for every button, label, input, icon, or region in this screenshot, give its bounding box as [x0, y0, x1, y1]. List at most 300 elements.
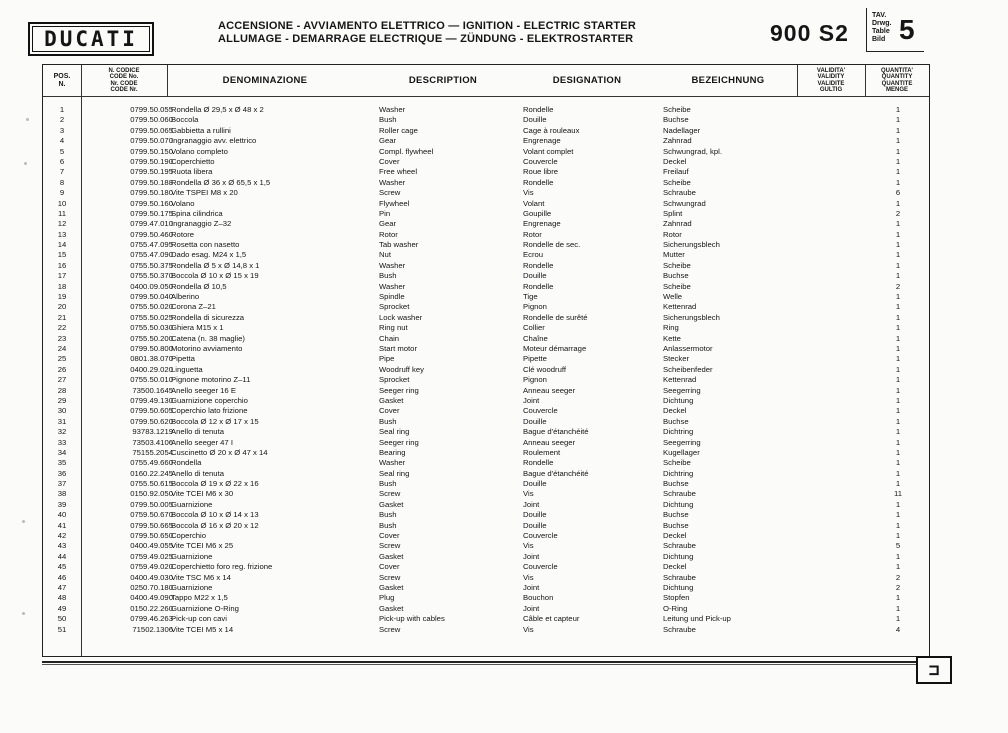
row-quantity: 1 — [895, 437, 901, 447]
row-code: 0799.50.650 — [130, 531, 173, 541]
row-denominazione: Motorino avviamento — [171, 343, 243, 353]
row-pos: 1 — [59, 105, 65, 114]
table-row — [43, 593, 929, 603]
row-description: Start motor — [379, 343, 418, 353]
row-description: Flywheel — [379, 198, 410, 208]
row-bezeichnung: Sicherungsblech — [663, 312, 720, 322]
row-quantity: 1 — [895, 333, 901, 343]
header-rule — [43, 96, 929, 97]
row-bezeichnung: Seegerring — [663, 385, 701, 395]
row-designation: Bague d'étanchéité — [523, 427, 589, 437]
row-pos: 7 — [59, 167, 65, 177]
bild-label: Bild — [872, 36, 886, 43]
row-code: 0799.50.065 — [130, 125, 173, 135]
row-description: Seal ring — [379, 468, 410, 478]
row-denominazione: Guarnizione — [171, 582, 213, 592]
row-bezeichnung: Sicherungsblech — [663, 240, 720, 250]
row-code: 0799.50.620 — [130, 416, 173, 426]
row-designation: Vis — [523, 624, 534, 634]
table-row — [43, 354, 929, 364]
row-denominazione: Dado esag. M24 x 1,5 — [171, 250, 247, 260]
row-code: 73500.1645 — [132, 385, 173, 395]
row-code: 0400.49.090 — [130, 593, 173, 603]
row-pos: 26 — [57, 364, 67, 374]
row-denominazione: Ingranaggio avv. elettrico — [171, 136, 257, 146]
row-code: 0801.38.070 — [130, 354, 173, 364]
row-description: Screw — [379, 572, 401, 582]
row-pos: 34 — [57, 447, 67, 457]
row-code: 0799.50.800 — [130, 343, 173, 353]
table-row — [43, 427, 929, 437]
table-row — [43, 583, 929, 593]
row-description: Cover — [379, 406, 400, 416]
row-designation: Douille — [523, 416, 547, 426]
row-designation: Pignon — [523, 302, 547, 312]
table-row — [43, 479, 929, 489]
row-pos: 44 — [57, 551, 67, 561]
header-validity — [797, 65, 865, 96]
row-denominazione: Boccola Ø 16 x Ø 20 x 12 — [171, 520, 259, 530]
row-designation: Câble et capteur — [523, 614, 580, 624]
footer-rule-thin — [42, 664, 918, 665]
row-bezeichnung: Scheibe — [663, 105, 691, 114]
row-code: 0759.49.025 — [130, 551, 173, 561]
row-description: Tab washer — [379, 240, 419, 250]
row-designation: Couvercle — [523, 531, 558, 541]
row-denominazione: Rondella Ø 29,5 x Ø 48 x 2 — [171, 105, 264, 114]
row-designation: Clé woodruff — [523, 364, 567, 374]
row-bezeichnung: Anlassermotor — [663, 343, 713, 353]
footer-rule — [42, 661, 918, 663]
row-denominazione: Pick-up con cavi — [171, 614, 227, 624]
row-quantity: 4 — [895, 624, 901, 634]
row-bezeichnung: Scheibe — [663, 458, 691, 468]
row-bezeichnung: Dichtring — [663, 427, 694, 437]
row-pos: 3 — [59, 125, 65, 135]
row-bezeichnung: Rotor — [663, 229, 682, 239]
row-pos: 51 — [57, 624, 67, 634]
row-quantity: 1 — [895, 302, 901, 312]
row-denominazione: Rotore — [171, 229, 195, 239]
row-denominazione: Coperchio lato frizione — [171, 406, 248, 416]
row-denominazione: Rondella di sicurezza — [171, 312, 245, 322]
row-description: Screw — [379, 624, 401, 634]
table-row — [43, 552, 929, 562]
row-quantity: 1 — [895, 156, 901, 166]
row-designation: Douille — [523, 271, 547, 281]
row-pos: 31 — [57, 416, 67, 426]
row-pos: 48 — [57, 593, 67, 603]
table-row — [43, 625, 929, 635]
row-designation: Pipette — [523, 354, 547, 364]
logo-text: DUCATI — [44, 26, 138, 51]
row-code: 0799.50.180 — [130, 188, 173, 198]
row-designation: Cage à rouleaux — [523, 125, 580, 135]
header-quantity-line: QUANTITE — [881, 80, 913, 87]
row-code: 0799.49.130 — [130, 395, 173, 405]
row-denominazione: Corona Z–21 — [171, 302, 216, 312]
row-quantity: 2 — [895, 208, 901, 218]
row-code: 0400.09.050 — [130, 281, 173, 291]
table-row — [43, 489, 929, 499]
row-denominazione: Boccola Ø 10 x Ø 15 x 19 — [171, 271, 259, 281]
table-row — [43, 521, 929, 531]
row-code: 0755.49.660 — [130, 458, 173, 468]
row-pos: 32 — [57, 427, 67, 437]
row-code: 0150.92.050 — [130, 489, 173, 499]
row-code: 0160.22.245 — [130, 468, 173, 478]
row-pos: 49 — [57, 603, 67, 613]
row-pos: 8 — [59, 177, 65, 187]
row-pos: 39 — [57, 499, 67, 509]
row-denominazione: Ghiera M15 x 1 — [171, 323, 224, 333]
row-description: Washer — [379, 177, 406, 187]
row-pos: 18 — [57, 281, 67, 291]
row-description: Washer — [379, 105, 406, 114]
binder-hole — [22, 520, 25, 523]
row-bezeichnung: Zahnrad — [663, 136, 692, 146]
row-denominazione: Volano completo — [171, 146, 228, 156]
row-quantity: 1 — [895, 115, 901, 125]
table-number-box — [866, 8, 924, 52]
row-bezeichnung: Deckel — [663, 156, 687, 166]
header-quantity-line: MENGE — [885, 87, 908, 93]
row-description: Ring nut — [379, 323, 408, 333]
row-code: 0799.46.263 — [130, 614, 173, 624]
row-quantity: 1 — [895, 406, 901, 416]
row-bezeichnung: Schwungrad, kpl. — [663, 146, 722, 156]
row-pos: 13 — [57, 229, 67, 239]
row-designation: Rondelle — [523, 458, 554, 468]
row-code: 0150.22.260 — [130, 603, 173, 613]
row-denominazione: Rosetta con nasetto — [171, 240, 240, 250]
header-designation: DESIGNATION — [552, 75, 622, 86]
row-designation: Vis — [523, 541, 534, 551]
row-code: 71502.1306 — [132, 624, 173, 634]
row-quantity: 1 — [895, 323, 901, 333]
row-code: 0755.50.200 — [130, 333, 173, 343]
row-designation: Couvercle — [523, 406, 558, 416]
row-denominazione: Coperchietto — [171, 156, 215, 166]
header-validity-line: VALIDITA' — [816, 67, 846, 74]
table-row — [43, 313, 929, 323]
row-description: Free wheel — [379, 167, 418, 177]
table-row — [43, 271, 929, 281]
table-row — [43, 136, 929, 146]
row-description: Bush — [379, 115, 397, 125]
row-code: 0799.50.150 — [130, 146, 173, 156]
row-pos: 41 — [57, 520, 67, 530]
row-description: Bush — [379, 479, 397, 489]
row-pos: 30 — [57, 406, 67, 416]
row-denominazione: Catena (n. 38 maglie) — [171, 333, 245, 343]
row-designation: Vis — [523, 572, 534, 582]
ducati-logo — [28, 22, 154, 56]
row-description: Washer — [379, 281, 406, 291]
row-bezeichnung: Mutter — [663, 250, 685, 260]
row-bezeichnung: Stopfen — [663, 593, 690, 603]
header-quantity — [865, 65, 929, 96]
row-denominazione: Coperchio — [171, 531, 207, 541]
header-quantity-line: QUANTITY — [881, 74, 913, 80]
row-designation: Douille — [523, 510, 547, 520]
row-description: Bush — [379, 510, 397, 520]
row-bezeichnung: Scheibenfeder — [663, 364, 713, 374]
row-quantity: 1 — [895, 531, 901, 541]
row-denominazione: Anello seeger 16 E — [171, 385, 236, 395]
table-row — [43, 604, 929, 614]
table-row — [43, 365, 929, 375]
table-row — [43, 292, 929, 302]
row-pos: 9 — [59, 188, 65, 198]
row-quantity: 1 — [895, 479, 901, 489]
row-designation: Douille — [523, 479, 547, 489]
row-quantity: 1 — [895, 250, 901, 260]
row-code: 0799.50.605 — [130, 406, 173, 416]
row-code: 73503.4106 — [132, 437, 173, 447]
row-code: 0799.50.665 — [130, 520, 173, 530]
row-code: 0799.50.460 — [130, 229, 173, 239]
row-pos: 37 — [57, 479, 67, 489]
row-description: Seal ring — [379, 427, 410, 437]
row-pos: 17 — [57, 271, 67, 281]
table-row — [43, 323, 929, 333]
table-row — [43, 219, 929, 229]
table-row — [43, 199, 929, 209]
table-row — [43, 178, 929, 188]
row-quantity: 1 — [895, 593, 901, 603]
row-pos: 29 — [57, 395, 67, 405]
table-row — [43, 386, 929, 396]
row-denominazione: Rondella — [171, 458, 202, 468]
row-description: Screw — [379, 489, 401, 499]
row-code: 0755.50.375 — [130, 260, 173, 270]
row-bezeichnung: Deckel — [663, 406, 687, 416]
row-quantity: 1 — [895, 385, 901, 395]
row-code: 0250.70.180 — [130, 582, 173, 592]
row-designation: Anneau seeger — [523, 437, 576, 447]
table-row — [43, 167, 929, 177]
row-code: 0799.50.055 — [130, 105, 173, 114]
row-designation: Joint — [523, 582, 540, 592]
row-designation: Collier — [523, 323, 545, 333]
header-bezeichnung: BEZEICHNUNG — [691, 75, 765, 86]
model-name: 900 S2 — [770, 20, 849, 46]
row-code: 0755.50.025 — [130, 312, 173, 322]
header-pos-line: N. — [58, 80, 66, 88]
row-description: Roller cage — [379, 125, 418, 135]
row-pos: 36 — [57, 468, 67, 478]
row-denominazione: Ruota libera — [171, 167, 213, 177]
row-code: 0799.47.010 — [130, 219, 173, 229]
table-row — [43, 510, 929, 520]
row-bezeichnung: Schwungrad — [663, 198, 706, 208]
row-code: 75155.2054 — [132, 447, 173, 457]
row-denominazione: Ingranaggio Z–32 — [171, 219, 232, 229]
row-denominazione: Rondella Ø 36 x Ø 65,5 x 1,5 — [171, 177, 271, 187]
row-code: 0755.50.020 — [130, 302, 173, 312]
row-designation: Joint — [523, 603, 540, 613]
header-denominazione: DENOMINAZIONE — [222, 75, 308, 86]
row-pos: 20 — [57, 302, 67, 312]
row-quantity: 1 — [895, 614, 901, 624]
row-pos: 2 — [59, 115, 65, 125]
row-quantity: 1 — [895, 229, 901, 239]
header-code-line: CODE No. — [109, 74, 139, 80]
row-denominazione: Vite TSC M6 x 14 — [171, 572, 231, 582]
row-code: 93783.1219 — [132, 427, 173, 437]
row-pos: 6 — [59, 156, 65, 166]
table-row — [43, 147, 929, 157]
row-code: 0755.50.030 — [130, 323, 173, 333]
binder-hole — [24, 162, 27, 165]
row-denominazione: Tappo M22 x 1,5 — [171, 593, 228, 603]
row-bezeichnung: O-Ring — [663, 603, 688, 613]
row-quantity: 1 — [895, 551, 901, 561]
row-designation: Anneau seeger — [523, 385, 576, 395]
row-designation: Volant complet — [523, 146, 574, 156]
row-bezeichnung: Buchse — [663, 510, 689, 520]
row-description: Washer — [379, 260, 406, 270]
row-bezeichnung: Zahnrad — [663, 219, 692, 229]
row-designation: Douille — [523, 520, 547, 530]
row-designation: Volant — [523, 198, 545, 208]
table-row — [43, 375, 929, 385]
row-code: 0799.50.195 — [130, 167, 173, 177]
row-bezeichnung: Buchse — [663, 520, 689, 530]
row-quantity: 1 — [895, 603, 901, 613]
row-denominazione: Anello seeger 47 I — [171, 437, 233, 447]
row-quantity: 11 — [894, 489, 902, 499]
table-row — [43, 448, 929, 458]
row-designation: Couvercle — [523, 562, 558, 572]
table-row — [43, 541, 929, 551]
row-bezeichnung: Deckel — [663, 531, 687, 541]
table-row — [43, 573, 929, 583]
row-bezeichnung: Nadellager — [663, 125, 701, 135]
row-code: 0400.49.055 — [130, 541, 173, 551]
row-denominazione: Pignone motorino Z–11 — [171, 375, 251, 385]
row-designation: Rondelle — [523, 260, 554, 270]
row-bezeichnung: Splint — [663, 208, 683, 218]
row-description: Bush — [379, 271, 397, 281]
table-label: Table — [872, 28, 890, 35]
row-code: 0400.49.030 — [130, 572, 173, 582]
row-bezeichnung: Schraube — [663, 489, 696, 499]
row-denominazione: Rondella Ø 5 x Ø 14,8 x 1 — [171, 260, 260, 270]
table-row — [43, 334, 929, 344]
row-quantity: 6 — [895, 188, 901, 198]
next-page-icon: ⊐ — [916, 656, 952, 684]
row-quantity: 1 — [895, 458, 901, 468]
row-description: Gasket — [379, 395, 404, 405]
row-quantity: 2 — [895, 582, 901, 592]
row-denominazione: Boccola — [171, 115, 199, 125]
table-row — [43, 126, 929, 136]
row-denominazione: Linguetta — [171, 364, 203, 374]
header-code-line: Nr. CODE — [110, 80, 138, 87]
table-row — [43, 209, 929, 219]
row-denominazione: Vite TSPEI M8 x 20 — [171, 188, 238, 198]
row-denominazione: Cuscinetto Ø 20 x Ø 47 x 14 — [171, 447, 268, 457]
row-designation: Chaîne — [523, 333, 548, 343]
row-description: Cover — [379, 562, 400, 572]
row-description: Nut — [379, 250, 391, 260]
row-designation: Moteur démarrage — [523, 343, 587, 353]
row-designation: Joint — [523, 395, 540, 405]
row-quantity: 1 — [895, 499, 901, 509]
row-pos: 28 — [57, 385, 67, 395]
row-bezeichnung: Leitung und Pick-up — [663, 614, 731, 624]
table-row — [43, 562, 929, 572]
row-designation: Vis — [523, 188, 534, 198]
table-row — [43, 282, 929, 292]
row-quantity: 1 — [895, 468, 901, 478]
row-description: Sprocket — [379, 302, 410, 312]
row-bezeichnung: Deckel — [663, 562, 687, 572]
row-designation: Pignon — [523, 375, 547, 385]
row-bezeichnung: Buchse — [663, 479, 689, 489]
header-code-line: CODE Nr. — [110, 87, 138, 93]
row-description: Pipe — [379, 354, 395, 364]
table-row — [43, 115, 929, 125]
row-description: Gasket — [379, 603, 404, 613]
row-designation: Goupille — [523, 208, 552, 218]
row-description: Washer — [379, 458, 406, 468]
row-bezeichnung: Schraube — [663, 541, 696, 551]
row-quantity: 1 — [895, 177, 901, 187]
row-pos: 40 — [57, 510, 67, 520]
row-code: 0759.50.670 — [130, 510, 173, 520]
row-description: Bush — [379, 520, 397, 530]
row-quantity: 1 — [895, 520, 901, 530]
row-code: 0755.50.370 — [130, 271, 173, 281]
binder-hole — [26, 118, 29, 121]
row-description: Sprocket — [379, 375, 410, 385]
row-description: Gear — [379, 136, 397, 146]
row-quantity: 1 — [895, 271, 901, 281]
table-row — [43, 406, 929, 416]
row-description: Gasket — [379, 582, 404, 592]
table-row — [43, 188, 929, 198]
row-designation: Ecrou — [523, 250, 544, 260]
table-row — [43, 230, 929, 240]
row-quantity: 1 — [895, 354, 901, 364]
row-description: Seeger ring — [379, 437, 419, 447]
row-quantity: 1 — [895, 312, 901, 322]
row-denominazione: Anello di tenuta — [171, 468, 224, 478]
row-pos: 27 — [57, 375, 67, 385]
row-designation: Bague d'étanchéité — [523, 468, 589, 478]
row-quantity: 1 — [895, 395, 901, 405]
row-pos: 10 — [57, 198, 67, 208]
row-denominazione: Pipetta — [171, 354, 195, 364]
row-code: 0759.49.020 — [130, 562, 173, 572]
row-bezeichnung: Stecker — [663, 354, 690, 364]
table-row — [43, 157, 929, 167]
header-code-line: N. CODICE — [108, 67, 140, 74]
row-code: 0755.47.090 — [130, 250, 173, 260]
row-bezeichnung: Dichtung — [663, 395, 694, 405]
row-bezeichnung: Scheibe — [663, 177, 691, 187]
header-pos — [43, 65, 81, 96]
row-code: 0755.47.095 — [130, 240, 173, 250]
row-denominazione: Vite TCEI M5 x 14 — [171, 624, 234, 634]
table-number-labels — [872, 12, 891, 44]
row-denominazione: Anello di tenuta — [171, 427, 224, 437]
row-designation: Rondelle — [523, 177, 554, 187]
row-designation: Vis — [523, 489, 534, 499]
